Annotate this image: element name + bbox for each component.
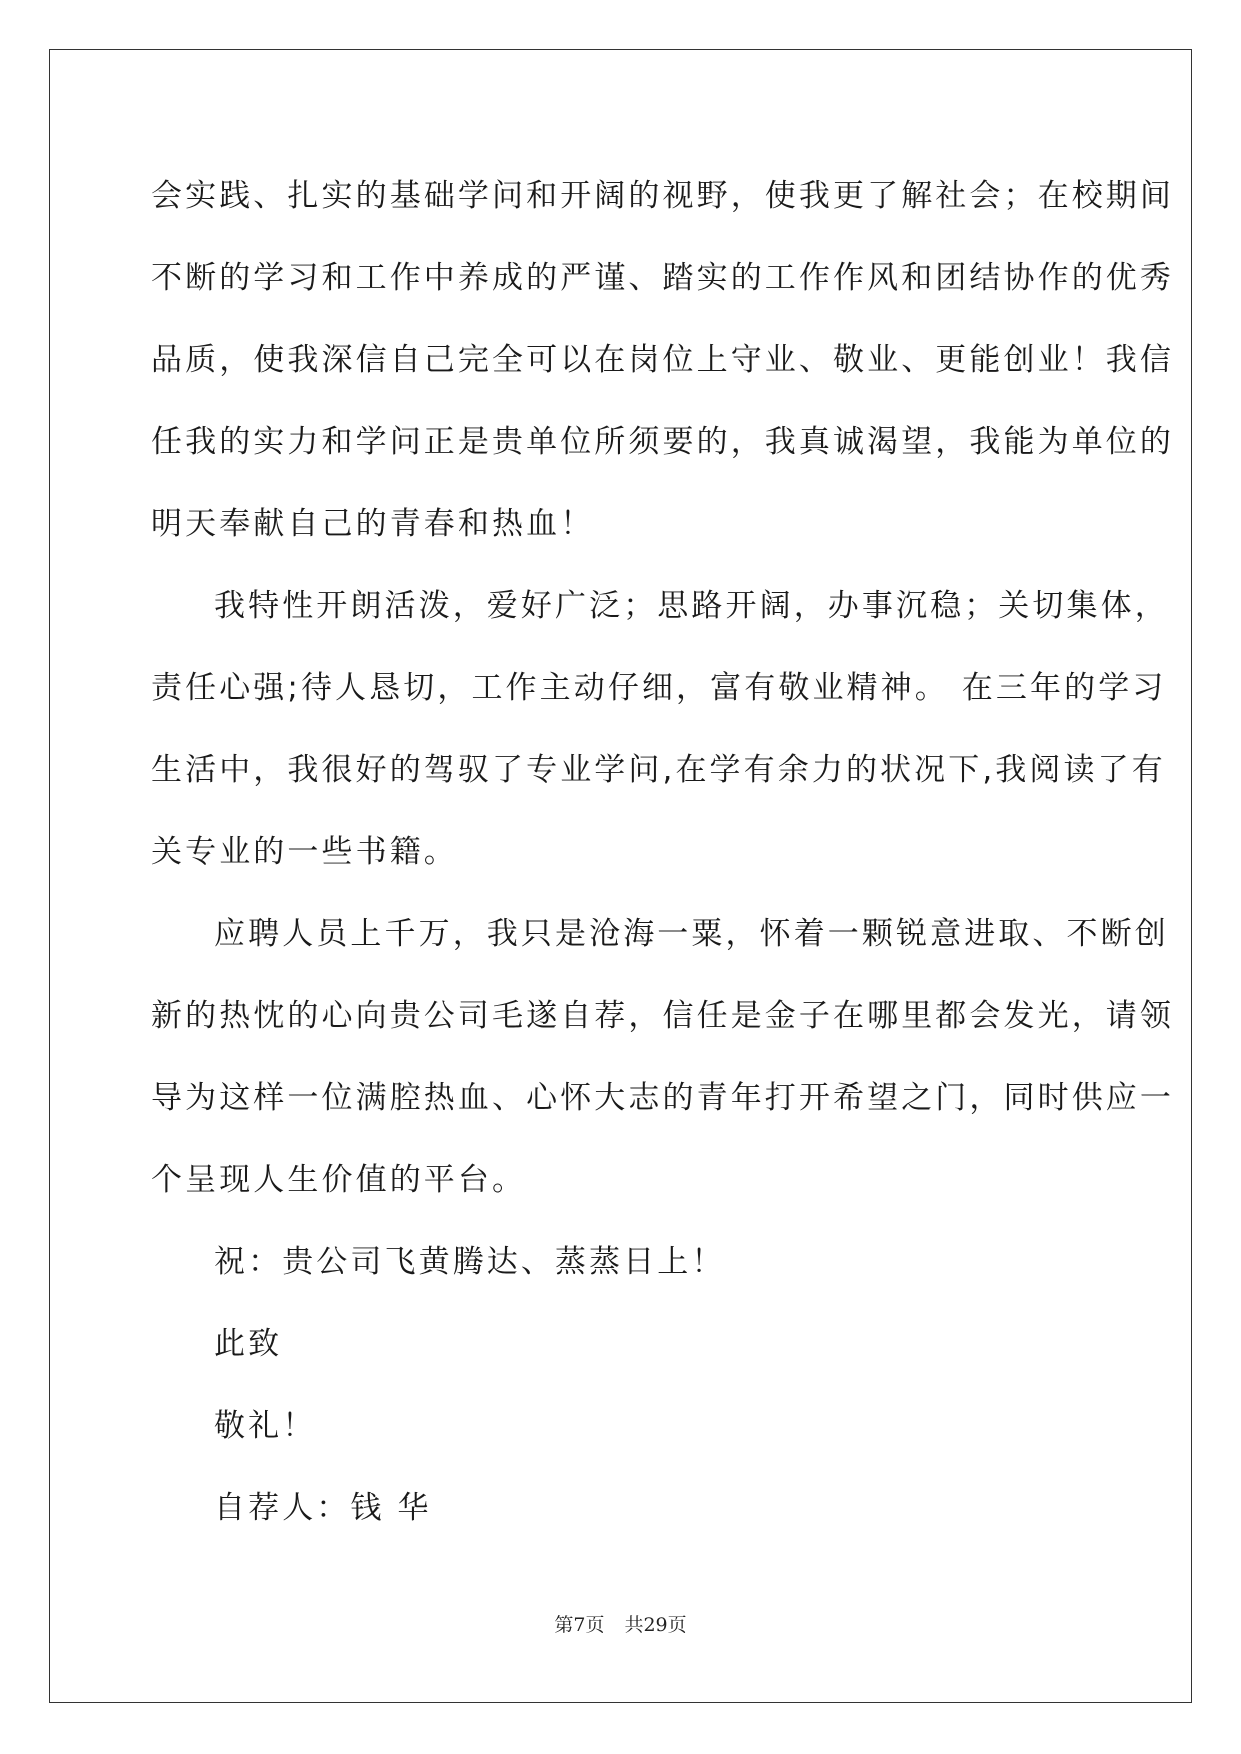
body-line: 新的热忱的心向贵公司毛遂自荐，信任是金子在哪里都会发光，请领 [151,998,1174,1034]
body-line: 生活中，我很好的驾驭了专业学问,在学有余力的状况下,我阅读了有 [151,752,1166,788]
closing-salutation: 此致 [214,1326,283,1362]
page-number-current: 第7页 [554,1614,605,1636]
body-line: 明天奉献自己的青春和热血！ [151,506,595,542]
signature: 自荐人：钱 华 [214,1490,432,1526]
page-footer [0,1610,1241,1637]
letter-body [151,155,1174,1549]
closing-regards: 敬礼！ [214,1408,317,1444]
body-line: 品质，使我深信自己完全可以在岗位上守业、敬业、更能创业！我信 [151,342,1174,378]
page-number-total: 共29页 [624,1614,687,1636]
body-line: 责任心强;待人恳切，工作主动仔细，富有敬业精神。 在三年的学习 [151,670,1167,706]
paragraph-start-line: 我特性开朗活泼，爱好广泛；思路开阔，办事沉稳；关切集体， [214,588,1169,624]
body-line: 任我的实力和学问正是贵单位所须要的，我真诚渴望，我能为单位的 [151,424,1174,460]
body-line: 个呈现人生价值的平台。 [151,1162,527,1198]
body-line: 关专业的一些书籍。 [151,834,458,870]
paragraph-start-line: 应聘人员上千万，我只是沧海一粟，怀着一颗锐意进取、不断创 [214,916,1169,952]
body-line: 导为这样一位满腔热血、心怀大志的青年打开希望之门，同时供应一 [151,1080,1174,1116]
body-line: 不断的学习和工作中养成的严谨、踏实的工作作风和团结协作的优秀 [151,260,1174,296]
closing-wish: 祝：贵公司飞黄腾达、蒸蒸日上！ [214,1244,726,1280]
body-line: 会实践、扎实的基础学问和开阔的视野，使我更了解社会；在校期间 [151,178,1174,214]
